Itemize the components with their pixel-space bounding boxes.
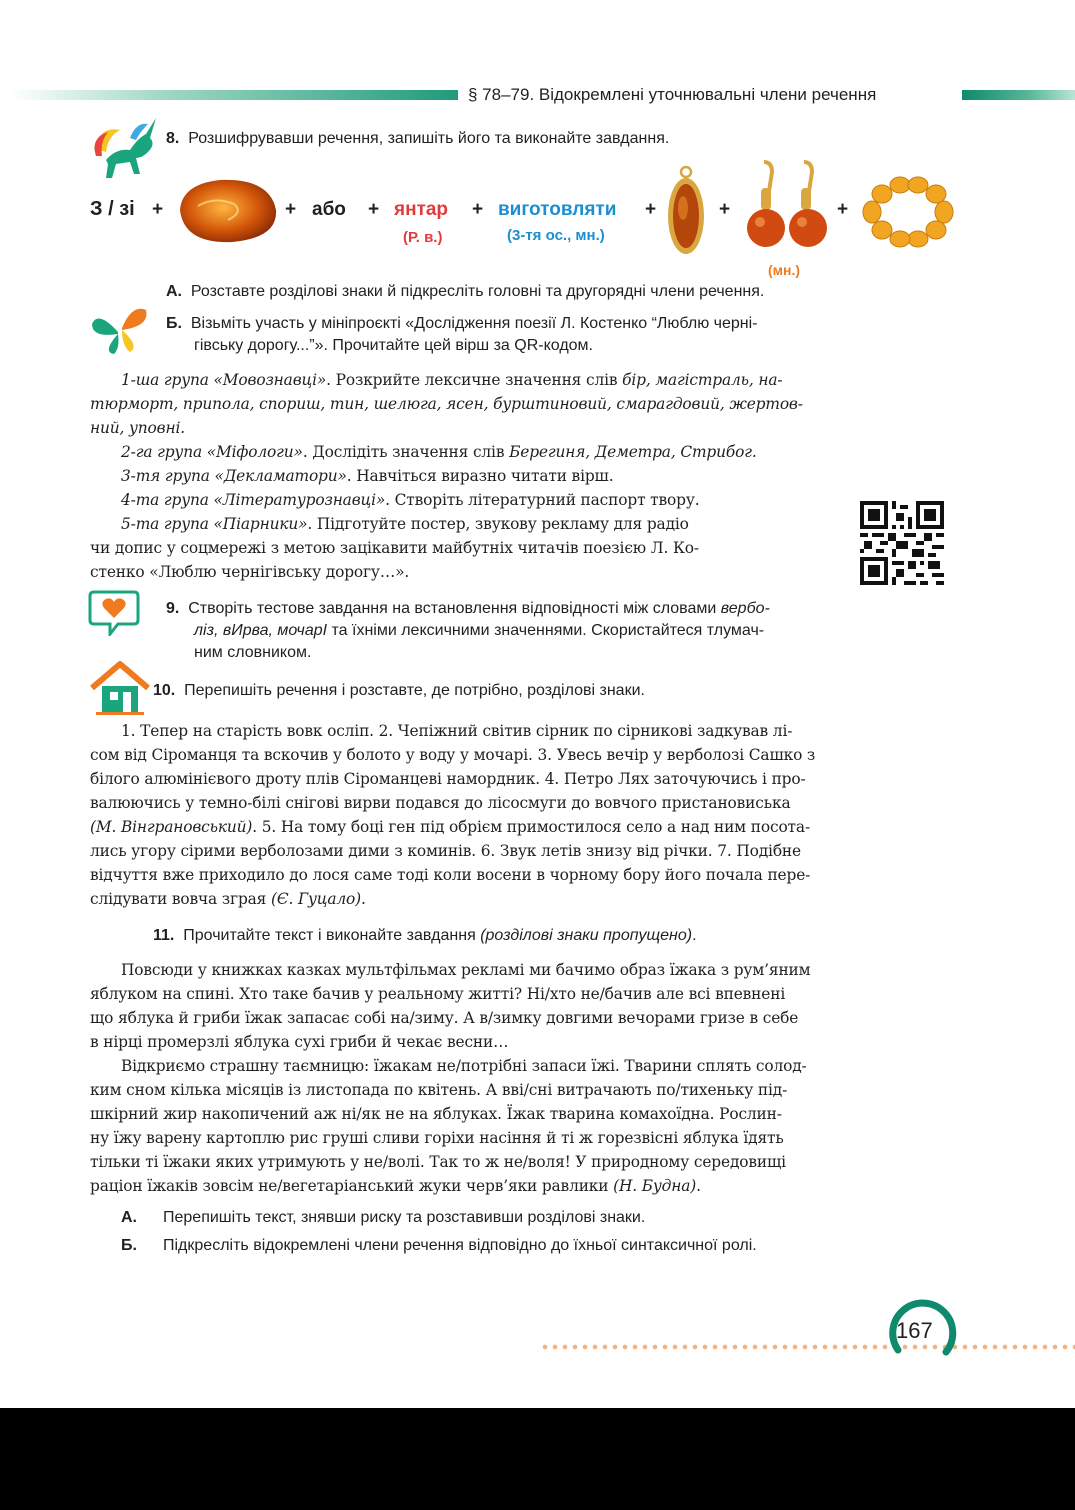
- home-icon: [88, 660, 152, 716]
- rebus-word-abo: або: [312, 199, 346, 220]
- task9-line1b: вербо-: [720, 600, 770, 617]
- amber-stone-image: [174, 176, 280, 246]
- group-1-title: 1-ша група «Мовознавці»: [121, 371, 327, 389]
- task10-line5-rest: . 5. На тому боці ген під обрієм примостилося село а над ним посота-: [252, 818, 810, 836]
- task11-note-end: .: [692, 927, 697, 944]
- task10-text: Перепишіть речення і розставте, де потрібно, розділові знаки.: [184, 682, 645, 699]
- task11-b: [121, 1235, 137, 1257]
- group-5-line2: чи допис у соцмережі з метою зацікавити майбутніх читачів поезією Л. Ко-: [90, 539, 699, 557]
- task9-line1: [166, 598, 770, 620]
- rebus-plus: +: [368, 199, 380, 220]
- footer-dotted-line: [540, 1343, 1075, 1351]
- group-2-line: [121, 440, 757, 464]
- text-para2-line: ну їжу варену картоплю рис груші сливи горіхи насіння й ті ж горезвісні яблука їдять: [90, 1129, 784, 1147]
- task8-b-line2: гівську дорогу...”». Прочитайте цей вірш за QR-кодом.: [194, 337, 593, 354]
- qr-code-image[interactable]: [860, 501, 944, 585]
- group-1-words: бір, магістраль, на-: [622, 371, 783, 389]
- task9-line3: ним словником.: [194, 644, 312, 661]
- header-bar-right: [962, 90, 1075, 100]
- task9-number: 9.: [166, 600, 180, 617]
- task10-sentence-line: 1. Тепер на старість вовк осліп. 2. Чепіжний світив сірник по сірникові задкував лі-: [121, 722, 793, 740]
- task11-text: Прочитайте текст і виконайте завдання: [183, 927, 481, 944]
- group-4-line: [121, 488, 700, 512]
- task11-note: (розділові знаки пропущено): [480, 927, 693, 944]
- task11-a-text: Перепишіть текст, знявши риску та розставивши розділові знаки.: [163, 1209, 646, 1226]
- group-3-text: . Навчіться виразно читати вірш.: [346, 467, 614, 485]
- task11-b-text: Підкресліть відокремлені члени речення відповідно до їхньої синтаксичної ролі.: [163, 1237, 757, 1254]
- text-para2-line: тільки ті їжаки яких утримують у не/волі. Так то ж не/воля! У природному середовищі: [90, 1153, 786, 1171]
- task10-sentence-line: лись угору сірими верболозами дими з коминів. 6. Звук летів знизу від річки. 7. Подібне: [90, 842, 802, 860]
- rebus-plus: +: [837, 199, 849, 220]
- butterflies-icon: [88, 302, 154, 358]
- text-para2-line: [90, 1174, 701, 1198]
- rebus-word-yantar: янтар: [394, 199, 449, 220]
- task10-sentence-line: [90, 815, 810, 839]
- group-3-line: [121, 464, 613, 488]
- text-para1-line: Повсюди у книжках казках мультфільмах рекламі ми бачимо образ їжака з рум’яним: [121, 961, 811, 979]
- rebus-plus: +: [152, 199, 164, 220]
- task10-line8-start: слідувати вовча зграя: [90, 890, 271, 908]
- task10-line8-end: .: [361, 890, 366, 908]
- group-4-title: 4-та група «Літературознавці»: [121, 491, 386, 509]
- rebus-plus: +: [285, 199, 297, 220]
- group-5-title: 5-та група «Піарники»: [121, 515, 308, 533]
- task10-author-2: (Є. Гуцало): [270, 890, 362, 908]
- task10-sentence-line: білого алюмінієвого дроту плів Сіроманцеві намордник. 4. Петро Лях заточуючись і про-: [90, 770, 806, 788]
- task10-line: [153, 680, 645, 702]
- task8-b: [166, 313, 758, 335]
- rebus-note-3ya-os: (3-тя ос., мн.): [507, 227, 605, 244]
- text-para2-line: Відкриємо страшну таємницю: їжакам не/потрібні запаси їжі. Тварини сплять солод-: [121, 1057, 807, 1075]
- task9-line2b: та їхніми лексичними значеннями. Скористайтеся тлумач-: [327, 622, 765, 639]
- amber-necklace-image: [860, 176, 954, 248]
- task9-line1a: Створіть тестове завдання на встановлення відповідності між словами: [188, 600, 721, 617]
- task8-number: 8.: [166, 130, 180, 147]
- group-2-title: 2-га група «Міфологи»: [121, 443, 303, 461]
- task8-b-line1: Візьміть участь у мініпроєкті «Дослідження поезії Л. Костенко “Люблю черні-: [190, 315, 758, 332]
- text-para1-line: в нірці промерзлі яблука сухі гриби й чекає весни…: [90, 1033, 509, 1051]
- text-author: (Н. Будна): [613, 1177, 697, 1195]
- rebus-plus: +: [645, 199, 657, 220]
- page-number: 167: [896, 1318, 933, 1343]
- section-title: § 78–79. Відокремлені уточнювальні члени речення: [468, 85, 877, 104]
- task8-b-label: Б.: [166, 315, 182, 332]
- task8-line: [166, 128, 669, 150]
- unicorn-icon: [86, 108, 164, 186]
- task11-line: [153, 925, 697, 947]
- rebus-plus: +: [719, 199, 731, 220]
- text-para2-line: шкірний жир накопичений аж ні/як не на яблуках. Їжак тварина комахоїдна. Рослин-: [90, 1105, 782, 1123]
- group-2-words: Берегиня, Деметра, Стрибог.: [509, 443, 757, 461]
- task11-a-label: А.: [121, 1209, 137, 1226]
- task10-sentence-line: [90, 887, 366, 911]
- group-1-line3: ний, уповні.: [90, 419, 185, 437]
- task10-number: 10.: [153, 682, 176, 699]
- group-3-title: 3-тя група «Декламатори»: [121, 467, 347, 485]
- group-1-text: . Розкрийте лексичне значення слів: [326, 371, 623, 389]
- task10-sentence-line: валюючись у темно-білі снігові вирви подався до лісосмуги до вовчого пристановиська: [90, 794, 791, 812]
- task8-a-label: А.: [166, 283, 182, 300]
- text-para2-last: раціон їжаків зовсім не/вегетаріанський жуки черв’яки равлики: [90, 1177, 614, 1195]
- task8-a-text: Розставте розділові знаки й підкресліть головні та другорядні члени речення.: [190, 283, 765, 300]
- rebus-note-rv: (Р. в.): [403, 229, 443, 246]
- task9-words: ліз, вИрва, мочарІ: [194, 622, 328, 639]
- task11-a: [121, 1207, 137, 1229]
- rebus-plus: +: [472, 199, 484, 220]
- rebus-start: З / зі: [90, 198, 135, 220]
- header-bar-left: [10, 90, 458, 100]
- group-1-line2: тюрморт, припола, спориш, тин, шелюга, ясен, бурштиновий, смарагдовий, жертов-: [90, 395, 803, 413]
- group-5-line1: [121, 512, 689, 536]
- group-4-text: . Створіть літературний паспорт твору.: [385, 491, 700, 509]
- rebus-word-vygotovlyaty: виготовляти: [498, 199, 617, 220]
- task9-line2: [194, 620, 764, 642]
- text-para2-end: .: [696, 1177, 701, 1195]
- task10-sentence-line: відчуття вже приходило до лося саме тоді коли восени в чорному бору його почала пере-: [90, 866, 811, 884]
- text-para2-line: ким сном кілька місяців із листопада по квітень. А вві/сні витрачають по/тихеньку під-: [90, 1081, 788, 1099]
- group-2-text: . Дослідіть значення слів: [302, 443, 510, 461]
- text-para1-line: яблуком на спині. Хто таке бачив у реальному житті? Ні/хто не/бачив але всі впевнені: [90, 985, 786, 1003]
- group-1-line1: [121, 368, 782, 392]
- task10-sentence-line: сом від Сіроманця та вскочив у болото у воду у мочарі. 3. Увесь вечір у верболозі Сашко з: [90, 746, 816, 764]
- task8-a: [166, 281, 764, 303]
- rebus-note-mn: (мн.): [768, 262, 801, 278]
- task11-number: 11.: [153, 927, 175, 944]
- text-para1-line: що яблука й гриби їжак запасає собі на/зиму. А в/зимку довгими вечорами гризе в себе: [90, 1009, 799, 1027]
- group-5-text: . Підготуйте постер, звукову рекламу для радіо: [307, 515, 689, 533]
- amber-earrings-image: [742, 158, 834, 250]
- task8-text: Розшифрувавши речення, запишіть його та виконайте завдання.: [188, 130, 670, 147]
- amber-pendant-image: [666, 164, 706, 258]
- group-5-line3: стенко «Люблю чернігівську дорогу…».: [90, 563, 410, 581]
- task11-b-label: Б.: [121, 1237, 137, 1254]
- heart-chat-icon: [88, 588, 140, 636]
- task10-author-1: (М. Вінграновський): [90, 818, 253, 836]
